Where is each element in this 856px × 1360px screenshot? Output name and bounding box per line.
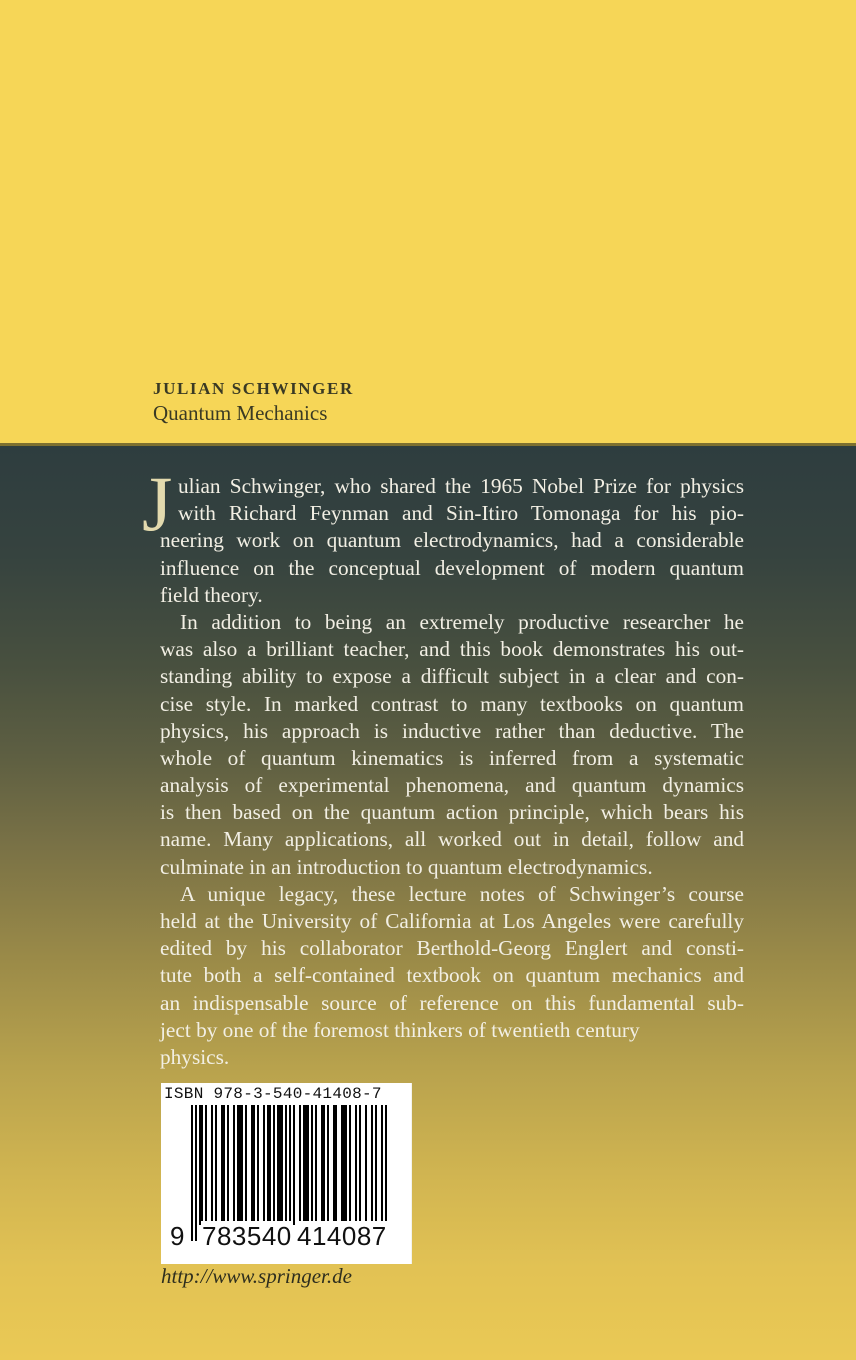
blurb-line: cise style. In marked contrast to many textbooks on quantum xyxy=(160,691,744,716)
blurb-line: was also a brilliant teacher, and this book demonstrates his out- xyxy=(160,637,744,662)
blurb-text xyxy=(142,460,744,1071)
blurb-line: an indispensable source of reference on this fundamental sub- xyxy=(160,990,744,1015)
blurb-line: whole of quantum kinematics is inferred from a systematic xyxy=(160,745,744,770)
blurb-line: edited by his collaborator Berthold-Georg Englert and consti- xyxy=(160,936,744,961)
blurb-line: ulian Schwinger, who shared the 1965 Nobel Prize for physics xyxy=(178,474,744,498)
blurb-line: ject by one of the foremost thinkers of twentieth century xyxy=(160,1017,640,1042)
blurb-line: physics. xyxy=(160,1044,230,1069)
isbn-label: ISBN 978-3-540-41408-7 xyxy=(164,1085,382,1103)
blurb-line: A unique legacy, these lecture notes of Schwinger’s course xyxy=(180,881,744,906)
ean-right-digits: 414087 xyxy=(297,1221,387,1251)
publisher-url[interactable]: http://www.springer.de xyxy=(161,1264,352,1288)
author-name: JULIAN SCHWINGER xyxy=(153,379,354,398)
dropcap-letter: J xyxy=(142,460,173,547)
blurb-line: is then based on the quantum action principle, which bears his xyxy=(160,800,744,825)
book-title: Quantum Mechanics xyxy=(153,401,328,425)
title-panel xyxy=(0,0,856,444)
blurb-line: standing ability to expose a difficult subject in a clear and con- xyxy=(160,664,744,689)
blurb-line: with Richard Feynman and Sin-Itiro Tomonaga for his pio- xyxy=(178,501,744,526)
blurb-line: physics, his approach is inductive rather than deductive. The xyxy=(160,718,744,743)
isbn-barcode xyxy=(161,1083,412,1264)
blurb-line: held at the University of California at Los Angeles were carefully xyxy=(160,909,744,933)
blurb-line: tute both a self-contained textbook on quantum mechanics and xyxy=(160,963,744,988)
blurb-line: neering work on quantum electrodynamics, had a considerable xyxy=(160,528,744,553)
ean-left-digits: 783540 xyxy=(202,1221,292,1251)
blurb-line: name. Many applications, all worked out in detail, follow and xyxy=(160,827,744,852)
blurb-line: culminate in an introduction to quantum electrodynamics. xyxy=(160,854,653,879)
blurb-line: field theory. xyxy=(160,582,263,607)
blurb-line: influence on the conceptual development of modern quantum xyxy=(160,555,744,580)
blurb-line: In addition to being an extremely productive researcher he xyxy=(180,609,744,634)
ean-first-digit: 9 xyxy=(170,1221,185,1251)
blurb-line: analysis of experimental phenomena, and quantum dynamics xyxy=(160,773,744,798)
